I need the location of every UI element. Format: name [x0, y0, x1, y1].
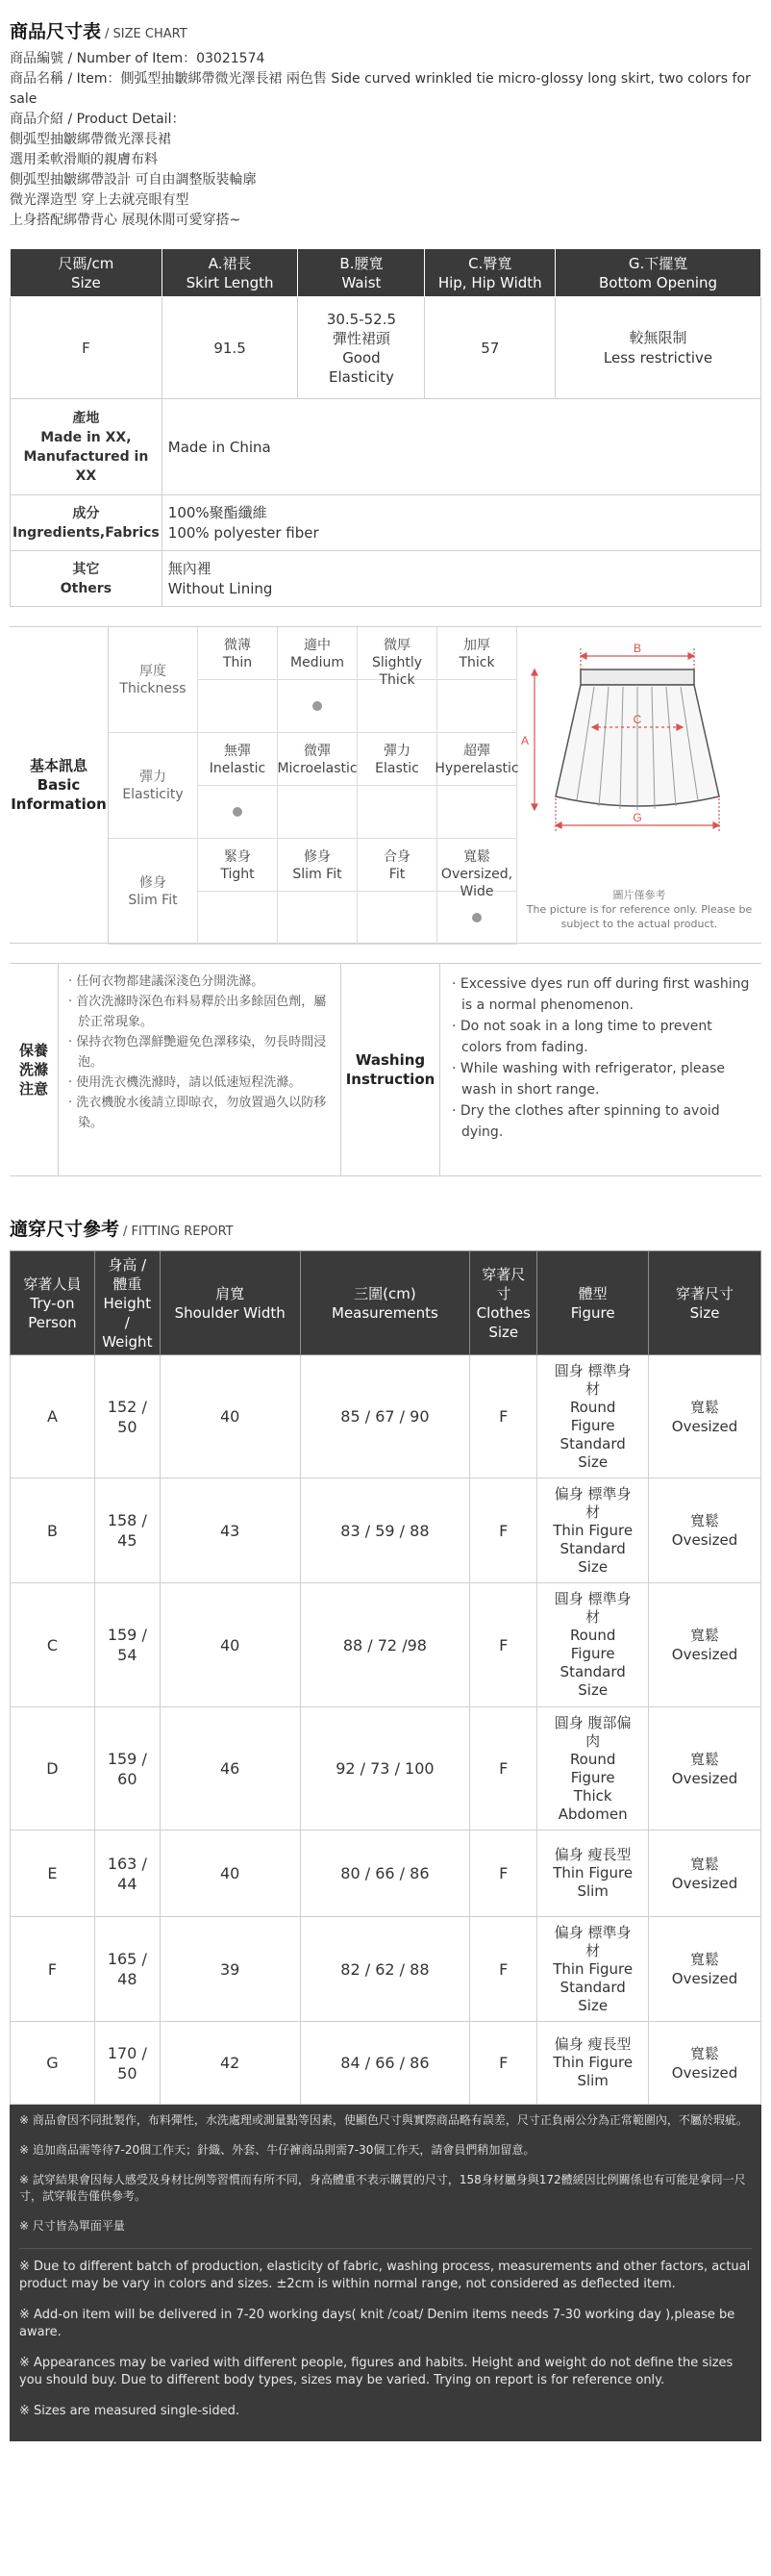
- item-name: 商品名稱 / Item：側弧型抽皺綁帶微光澤長裙 兩色售 Side curved wrinkled tie micro-glossy long skirt, two colors for sale: [10, 71, 751, 107]
- origin-label: 產地 Made in XX, Manufactured in XX: [11, 399, 162, 495]
- col-header-bottom-opening: G.下擺寬 Bottom Opening: [556, 249, 761, 297]
- fitting-col-header: 穿著尺寸 Size: [649, 1251, 761, 1355]
- shoulder-width-cell: 40: [160, 1583, 300, 1707]
- others-value: 無內裡 Without Lining: [162, 551, 760, 607]
- fit-size-cell: 寬鬆 Ovesized: [649, 1707, 761, 1831]
- waist-value: 30.5-52.5 彈性裙頭 Good Elasticity: [298, 297, 425, 399]
- fit-indicator-cell: [437, 892, 517, 945]
- thickness-option: 微厚 Slightly Thick: [358, 627, 437, 680]
- diagram-letter-a: A: [520, 734, 530, 747]
- measurements-cell: 82 / 62 / 88: [300, 1917, 470, 2022]
- shoulder-width-cell: 40: [160, 1355, 300, 1478]
- measurements-cell: 80 / 66 / 86: [300, 1831, 470, 1917]
- figure-cell: 偏身 標準身 材 Thin Figure Standard Size: [537, 1478, 649, 1583]
- fit-option: 修身 Slim Fit: [278, 839, 358, 892]
- person-cell: F: [11, 1917, 95, 2022]
- fit-size-cell: 寬鬆 Ovesized: [649, 1583, 761, 1707]
- skirt-length-value: 91.5: [162, 297, 298, 399]
- table-row: [11, 1478, 761, 1583]
- fitting-table-header: [11, 1251, 761, 1355]
- elasticity-indicator-cell: [278, 786, 358, 839]
- note-zh: ※ 尺寸皆為單面平量: [19, 2219, 125, 2233]
- note-en: ※ Due to different batch of production, elasticity of fabric, washing process, measurements and other factors, actual product may be vary in colors and sizes. ±2cm is within normal range, not considered as deflected item.: [19, 2260, 751, 2291]
- fitting-col-header: 穿著尺 寸 Clothes Size: [470, 1251, 537, 1355]
- clothes-size-cell: F: [470, 1917, 537, 2022]
- diagram-letter-b: B: [633, 642, 642, 655]
- product-detail-line: 側弧型抽皺綁帶微光澤長裙: [10, 132, 171, 147]
- note-en: ※ Sizes are measured single-sided.: [19, 2404, 240, 2418]
- washing-item-en: · Excessive dyes run off during first washing is a normal phenomenon.: [452, 976, 750, 1013]
- elasticity-option: 彈力 Elastic: [358, 733, 437, 786]
- size-table: [10, 248, 761, 607]
- fitting-title-en: / FITTING REPORT: [123, 1225, 234, 1239]
- elasticity-label: 彈力 Elasticity: [109, 733, 198, 839]
- figure-cell: 圓身 標準身 材 Round Figure Standard Size: [537, 1583, 649, 1707]
- measurements-cell: 88 / 72 /98: [300, 1583, 470, 1707]
- elasticity-option: 無彈 Inelastic: [198, 733, 278, 786]
- fit-size-cell: 寬鬆 Ovesized: [649, 1917, 761, 2022]
- table-row: [11, 1917, 761, 2022]
- shoulder-width-cell: 42: [160, 2022, 300, 2105]
- washing-label-zh: 保養 洗滌 注意: [18, 1042, 48, 1098]
- thickness-indicator-cell: [198, 680, 278, 733]
- height-weight-cell: 152 / 50: [94, 1355, 160, 1478]
- thickness-indicator-cell: [358, 680, 437, 733]
- clothes-size-cell: F: [470, 1831, 537, 1917]
- figure-cell: 圓身 腹部偏 肉 Round Figure Thick Abdomen: [537, 1707, 649, 1831]
- detail-row-origin: [11, 399, 761, 495]
- fitting-col-header: 體型 Figure: [537, 1251, 649, 1355]
- fit-size-cell: 寬鬆 Ovesized: [649, 1478, 761, 1583]
- note-zh: ※ 追加商品需等待7-20個工作天；針織、外套、牛仔褲商品則需7-30個工作天，請會員們稍加留意。: [19, 2143, 535, 2157]
- fitting-col-header: 三圍(cm) Measurements: [300, 1251, 470, 1355]
- table-row: [11, 2022, 761, 2105]
- col-header-size: 尺碼/cm Size: [11, 249, 162, 297]
- thickness-option: 微薄 Thin: [198, 627, 278, 680]
- shoulder-width-cell: 39: [160, 1917, 300, 2022]
- thickness-option: 加厚 Thick: [437, 627, 517, 680]
- note-zh: ※ 試穿結果會因每人感受及身材比例等習慣而有所不同，身高體重不表示購買的尺寸，158身材屬身與172體緩因比例關係也有可能是拿同一尺寸，試穿報告僅供參考。: [19, 2173, 746, 2203]
- detail-row-fabric: [11, 495, 761, 551]
- product-detail-heading: 商品介紹 / Product Detail：: [10, 112, 186, 127]
- fitting-col-header: 肩寬 Shoulder Width: [160, 1251, 300, 1355]
- elasticity-indicator-cell: [437, 786, 517, 839]
- clothes-size-cell: F: [470, 1707, 537, 1831]
- fitting-col-header: 身高 / 體重 Height / Weight: [94, 1251, 160, 1355]
- fit-indicator-cell: [278, 892, 358, 945]
- fit-indicator-cell: [198, 892, 278, 945]
- notes-panel: [10, 2105, 761, 2441]
- hip-value: 57: [425, 297, 556, 399]
- figure-cell: 圓身 標準身 材 Round Figure Standard Size: [537, 1355, 649, 1478]
- elasticity-indicator-cell: [358, 786, 437, 839]
- skirt-diagram: [517, 627, 761, 943]
- clothes-size-cell: F: [470, 1478, 537, 1583]
- person-cell: E: [11, 1831, 95, 1917]
- washing-item-en: · Do not soak in a long time to prevent colors from fading.: [452, 1019, 712, 1055]
- note-zh: ※ 商品會因不同批製作，布料彈性，水洗處理或測量點等因素，使顯色尺寸與實際商品略有誤差，尺寸正負兩公分為正常範圍內，不屬於瑕疵。: [19, 2113, 748, 2127]
- person-cell: D: [11, 1707, 95, 1831]
- product-detail-line: 上身搭配綁帶背心 展現休閒可愛穿搭~: [10, 213, 241, 228]
- height-weight-cell: 170 / 50: [94, 2022, 160, 2105]
- figure-cell: 偏身 瘦長型 Thin Figure Slim: [537, 1831, 649, 1917]
- height-weight-cell: 165 / 48: [94, 1917, 160, 2022]
- height-weight-cell: 158 / 45: [94, 1478, 160, 1583]
- fit-size-cell: 寬鬆 Ovesized: [649, 1355, 761, 1478]
- washing-item-zh: · 保持衣物色澤鮮艷避免色澤移染，勿長時間浸泡。: [68, 1035, 327, 1070]
- product-detail-line: 選用柔軟滑順的親膚布料: [10, 152, 158, 167]
- item-number: 商品編號 / Number of Item：03021574: [10, 51, 265, 66]
- selected-dot-icon: [472, 913, 482, 922]
- fitting-table: [10, 1250, 761, 2105]
- measurements-cell: 83 / 59 / 88: [300, 1478, 470, 1583]
- washing-item-en: · Dry the clothes after spinning to avoid dying.: [452, 1103, 720, 1140]
- fitting-title: [10, 1215, 761, 1241]
- measurements-cell: 85 / 67 / 90: [300, 1355, 470, 1478]
- selected-dot-icon: [312, 701, 322, 711]
- measurements-cell: 84 / 66 / 86: [300, 2022, 470, 2105]
- note-en: ※ Add-on item will be delivered in 7-20 working days( knit /coat/ Denim items needs 7-30 working day ),please be aware.: [19, 2308, 735, 2339]
- notes-en: [19, 2248, 752, 2420]
- washing-list-en: [440, 964, 761, 1175]
- title-zh: 商品尺寸表: [10, 21, 102, 42]
- selected-dot-icon: [233, 807, 242, 817]
- thickness-indicator-cell: [437, 680, 517, 733]
- washing-item-zh: · 使用洗衣機洗滌時，請以低速短程洗滌。: [68, 1075, 302, 1090]
- note-en: ※ Appearances may be varied with different people, figures and habits. Height and weight do not define the sizes you should buy. Due to different body types, sizes may be varied. Trying on report is for reference only.: [19, 2356, 734, 2387]
- basic-information: [10, 626, 761, 944]
- height-weight-cell: 163 / 44: [94, 1831, 160, 1917]
- washing-item-zh: · 洗衣機脫水後請立即晾衣，勿放置過久以防移染。: [68, 1096, 327, 1130]
- table-row: [11, 1831, 761, 1917]
- shoulder-width-cell: 43: [160, 1478, 300, 1583]
- basic-info-grid: [109, 627, 517, 943]
- elasticity-indicator-cell: [198, 786, 278, 839]
- fabric-label: 成分 Ingredients,Fabrics: [11, 495, 162, 551]
- bottom-opening-value: 較無限制 Less restrictive: [556, 297, 761, 399]
- washing-label-en: Washing Instruction: [341, 964, 440, 1175]
- washing-item-zh: · 首次洗滌時深色布料易釋於出多餘固色劑，屬於正常現象。: [68, 995, 327, 1029]
- fit-option: 寬鬆 Oversized, Wide: [437, 839, 517, 892]
- height-weight-cell: 159 / 54: [94, 1583, 160, 1707]
- size-table-header: [11, 249, 761, 297]
- figure-cell: 偏身 瘦長型 Thin Figure Slim: [537, 2022, 649, 2105]
- washing-item-en: · While washing with refrigerator, please wash in short range.: [452, 1061, 725, 1098]
- thickness-label: 厚度 Thickness: [109, 627, 198, 733]
- fit-option: 緊身 Tight: [198, 839, 278, 892]
- fit-size-cell: 寬鬆 Ovesized: [649, 1831, 761, 1917]
- person-cell: B: [11, 1478, 95, 1583]
- size-value: F: [11, 297, 162, 399]
- washing-section: [10, 963, 761, 1176]
- washing-item-zh: · 任何衣物都建議深淺色分開洗滌。: [68, 974, 264, 989]
- thickness-indicator-cell: [278, 680, 358, 733]
- measurements-cell: 92 / 73 / 100: [300, 1707, 470, 1831]
- fitting-title-zh: 適穿尺寸參考: [10, 1219, 120, 1240]
- clothes-size-cell: F: [470, 1583, 537, 1707]
- origin-value: Made in China: [162, 399, 760, 495]
- col-header-hip: C.臀寬 Hip, Hip Width: [425, 249, 556, 297]
- height-weight-cell: 159 / 60: [94, 1707, 160, 1831]
- thickness-option: 適中 Medium: [278, 627, 358, 680]
- shoulder-width-cell: 40: [160, 1831, 300, 1917]
- col-header-skirt-length: A.裙長 Skirt Length: [162, 249, 298, 297]
- person-cell: G: [11, 2022, 95, 2105]
- fit-indicator-cell: [358, 892, 437, 945]
- person-cell: C: [11, 1583, 95, 1707]
- clothes-size-cell: F: [470, 2022, 537, 2105]
- table-row: [11, 1355, 761, 1478]
- elasticity-option: 微彈 Microelastic: [278, 733, 358, 786]
- col-header-waist: B.腰寬 Waist: [298, 249, 425, 297]
- fabric-value: 100%聚酯纖維 100% polyester fiber: [162, 495, 760, 551]
- table-row: [11, 1583, 761, 1707]
- title-en: / SIZE CHART: [105, 27, 187, 41]
- size-chart-title: [10, 0, 761, 43]
- figure-cell: 偏身 標準身 材 Thin Figure Standard Size: [537, 1917, 649, 2022]
- elasticity-option: 超彈 Hyperelastic: [437, 733, 517, 786]
- fitting-col-header: 穿著人員 Try-on Person: [11, 1251, 95, 1355]
- fit-size-cell: 寬鬆 Ovesized: [649, 2022, 761, 2105]
- shoulder-width-cell: 46: [160, 1707, 300, 1831]
- table-row: [11, 297, 761, 399]
- diagram-note: 圖片僅參考 The picture is for reference only. Please be subject to the actual product.: [526, 889, 753, 930]
- product-detail-line: 微光澤造型 穿上去就亮眼有型: [10, 192, 189, 208]
- others-label: 其它 Others: [11, 551, 162, 607]
- diagram-letter-c: C: [633, 713, 642, 726]
- product-info: [10, 49, 761, 231]
- washing-list-zh: [58, 964, 341, 1175]
- clothes-size-cell: F: [470, 1355, 537, 1478]
- basic-info-label: 基本訊息 Basic Information: [10, 627, 109, 943]
- fit-label: 修身 Slim Fit: [109, 839, 198, 945]
- fit-option: 合身 Fit: [358, 839, 437, 892]
- person-cell: A: [11, 1355, 95, 1478]
- table-row: [11, 1707, 761, 1831]
- product-detail-line: 側弧型抽皺綁帶設計 可自由調整版裝輪廓: [10, 172, 257, 188]
- detail-row-others: [11, 551, 761, 607]
- diagram-letter-g: G: [633, 811, 642, 824]
